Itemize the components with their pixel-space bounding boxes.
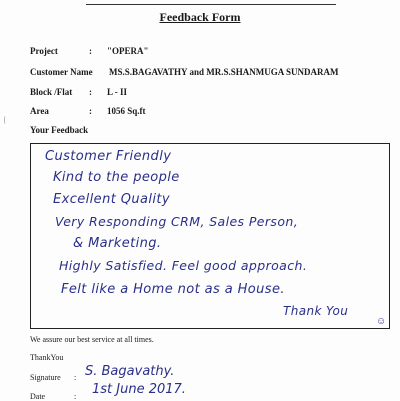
signature-row: Signature : xyxy=(30,373,77,382)
feedback-line: Very Responding CRM, Sales Person, xyxy=(55,214,299,229)
field-label: Customer Name xyxy=(30,67,93,77)
feedback-line: Kind to the people xyxy=(53,170,180,185)
smiley-icon: ☺ xyxy=(376,316,387,327)
assurance-text: We assure our best service at all times. xyxy=(30,335,154,344)
date-value: 1st June 2017. xyxy=(92,382,186,397)
field-label: Project xyxy=(30,46,58,56)
feedback-line: Excellent Quality xyxy=(53,192,170,207)
form-title: Feedback Form xyxy=(159,10,241,24)
field-label: Block /Flat xyxy=(30,87,73,97)
signature-value: S. Bagavathy. xyxy=(85,364,175,379)
feedback-line: & Marketing. xyxy=(73,236,162,251)
field-label: Area xyxy=(30,106,49,116)
feedback-line: Felt like a Home not as a House. xyxy=(61,282,285,297)
field-value: L - II xyxy=(107,87,128,97)
date-row: Date : xyxy=(30,392,77,401)
feedback-line: Highly Satisfied. Feel good approach. xyxy=(59,258,308,273)
signature-label: Signature xyxy=(30,373,61,382)
feedback-box xyxy=(30,143,390,329)
field-label: Your Feedback xyxy=(30,125,89,135)
margin-mark xyxy=(4,116,8,124)
field-value: MS.S.BAGAVATHY and MR.S.SHANMUGA SUNDARAM xyxy=(109,67,339,77)
cropped-header xyxy=(86,0,336,5)
field-value: "OPERA" xyxy=(107,46,149,56)
date-label: Date xyxy=(30,392,46,401)
feedback-line: Customer Friendly xyxy=(45,149,172,164)
field-value: 1056 Sq.ft xyxy=(107,106,146,116)
thanks-text: ThankYou xyxy=(30,353,64,362)
feedback-form-page: Feedback Form Project : "OPERA" Customer Name MS.S.BAGAVATHY and MR.S.SHANMUGA SUNDARAM Block /Flat : L - II Area : 1056 Sq.ft Your Feedback Customer Friendly Kind to the people Excellent Quality Very Responding CRM, Sales Person, & Marketing. Highly Satisfied. Feel good approach. Felt like a Home not as a House. Thank You ☺ We assure our best service at all times. ThankYou Signature : S. Bagavathy. Date : 1st June 2017. xyxy=(0,0,400,400)
feedback-line: Thank You xyxy=(283,304,349,318)
